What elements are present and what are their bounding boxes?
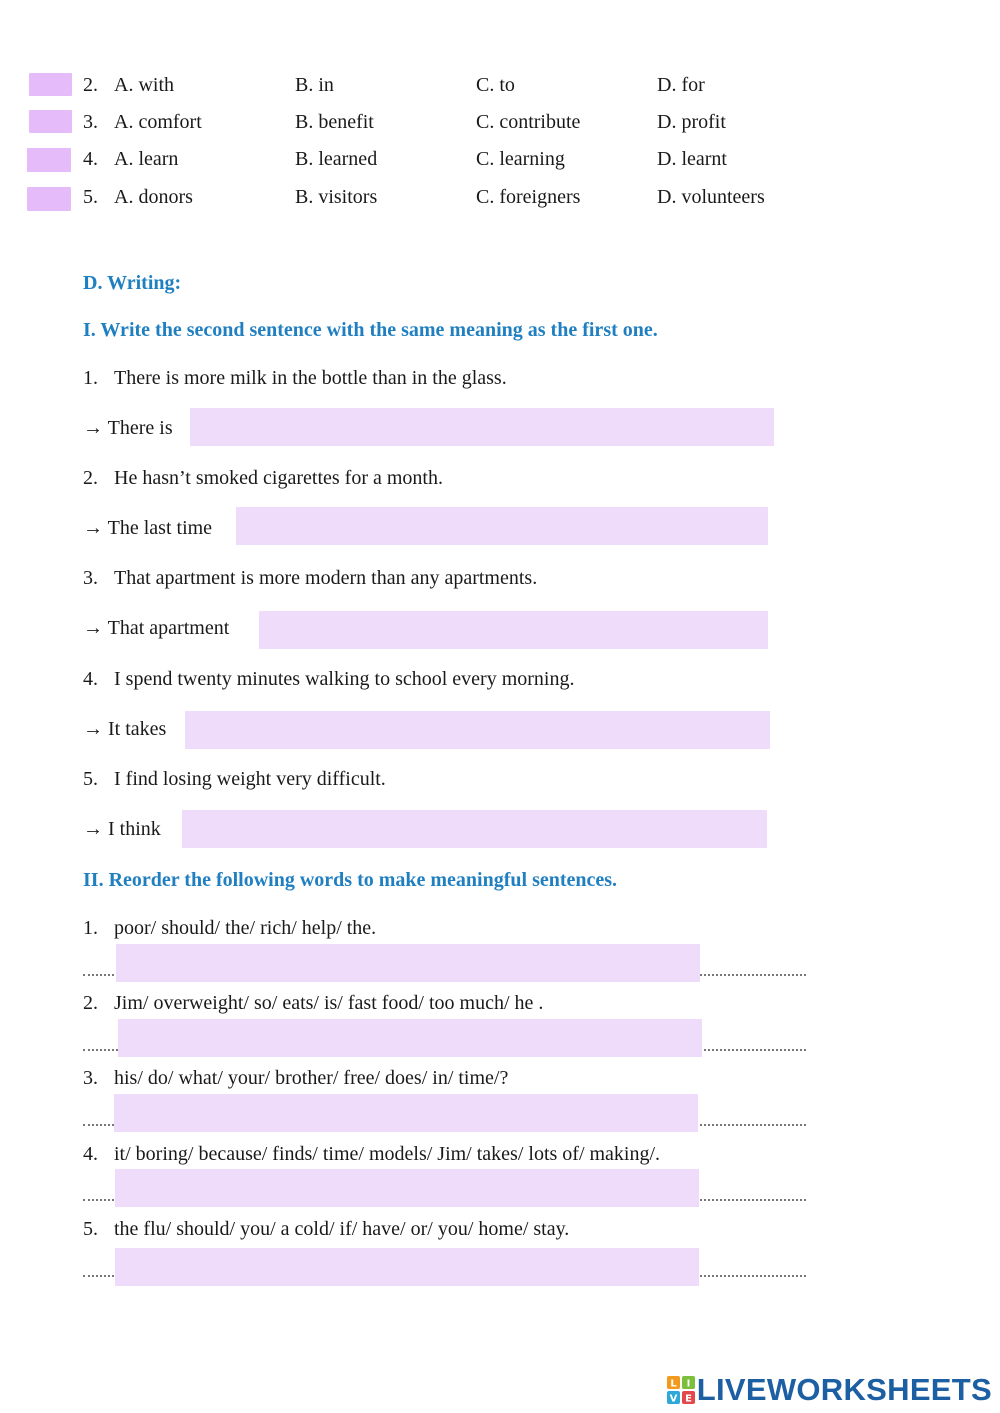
option-d: D. for: [657, 74, 705, 96]
question-number: 3.: [83, 1067, 98, 1089]
question-number: 2.: [83, 467, 98, 489]
option-b: B. benefit: [295, 111, 374, 133]
option-b: B. learned: [295, 148, 378, 170]
question-number: 3.: [83, 111, 98, 133]
source-sentence: I spend twenty minutes walking to school every morning.: [114, 668, 575, 690]
question-number: 5.: [83, 1218, 98, 1240]
svg-text:L: L: [670, 1378, 677, 1390]
scrambled-words: poor/ should/ the/ rich/ help/ the.: [114, 917, 377, 939]
reorder-answer-field-5[interactable]: [115, 1248, 699, 1286]
option-c: C. contribute: [476, 111, 581, 133]
rewrite-answer-field-2[interactable]: [236, 507, 768, 545]
option-a: A. comfort: [114, 111, 202, 133]
scrambled-words: the flu/ should/ you/ a cold/ if/ have/ or/ you/ home/ stay.: [114, 1218, 570, 1240]
rewrite-answer-field-5[interactable]: [182, 810, 767, 848]
scrambled-words: it/ boring/ because/ finds/ time/ models/ Jim/ takes/ lots of/ making/.: [114, 1143, 661, 1165]
rewrite-answer-field-1[interactable]: [190, 408, 774, 446]
question-number: 1.: [83, 917, 98, 939]
question-number: 5.: [83, 768, 98, 790]
question-number: 4.: [83, 148, 98, 170]
option-b: B. in: [295, 74, 334, 96]
answer-dropdown-2[interactable]: [29, 73, 72, 96]
svg-text:V: V: [669, 1393, 678, 1404]
source-sentence: There is more milk in the bottle than in the glass.: [114, 367, 507, 389]
rewrite-prompt: → That apartment: [83, 617, 230, 639]
source-sentence: That apartment is more modern than any apartments.: [114, 567, 538, 589]
rewrite-prompt: → There is: [83, 417, 173, 439]
rewrite-prompt: → I think: [83, 818, 161, 840]
svg-text:I: I: [686, 1378, 691, 1390]
rewrite-answer-field-4[interactable]: [185, 711, 770, 749]
scrambled-words: his/ do/ what/ your/ brother/ free/ does/ in/ time/?: [114, 1067, 509, 1089]
reorder-answer-field-4[interactable]: [115, 1169, 699, 1207]
option-b: B. visitors: [295, 186, 378, 208]
svg-text:E: E: [684, 1393, 692, 1404]
option-d: D. volunteers: [657, 186, 765, 208]
option-d: D. profit: [657, 111, 726, 133]
logo-text: LIVEWORKSHEETS: [696, 1372, 992, 1407]
option-c: C. learning: [476, 148, 565, 170]
question-number: 1.: [83, 367, 98, 389]
option-a: A. donors: [114, 186, 193, 208]
option-c: C. to: [476, 74, 515, 96]
section-title: D. Writing:: [83, 272, 182, 294]
liveworksheets-logo-icon: [667, 1376, 695, 1404]
source-sentence: He hasn’t smoked cigarettes for a month.: [114, 467, 443, 489]
rewrite-prompt: → The last time: [83, 517, 213, 539]
answer-dropdown-4[interactable]: [27, 148, 71, 172]
answer-dropdown-5[interactable]: [27, 187, 71, 211]
part1-heading: I. Write the second sentence with the same meaning as the first one.: [83, 319, 658, 341]
reorder-answer-field-1[interactable]: [116, 944, 700, 982]
option-a: A. learn: [114, 148, 179, 170]
rewrite-answer-field-3[interactable]: [259, 611, 768, 649]
question-number: 2.: [83, 992, 98, 1014]
question-number: 4.: [83, 668, 98, 690]
reorder-answer-field-3[interactable]: [114, 1094, 698, 1132]
rewrite-prompt: → It takes: [83, 718, 167, 740]
option-d: D. learnt: [657, 148, 727, 170]
part2-heading: II. Reorder the following words to make meaningful sentences.: [83, 869, 618, 891]
option-a: A. with: [114, 74, 174, 96]
question-number: 3.: [83, 567, 98, 589]
question-number: 2.: [83, 74, 98, 96]
question-number: 4.: [83, 1143, 98, 1165]
liveworksheets-logo: [667, 1373, 992, 1407]
scrambled-words: Jim/ overweight/ so/ eats/ is/ fast food/ too much/ he .: [114, 992, 544, 1014]
reorder-answer-field-2[interactable]: [118, 1019, 702, 1057]
source-sentence: I find losing weight very difficult.: [114, 768, 386, 790]
answer-dropdown-3[interactable]: [29, 110, 72, 133]
question-number: 5.: [83, 186, 98, 208]
option-c: C. foreigners: [476, 186, 581, 208]
